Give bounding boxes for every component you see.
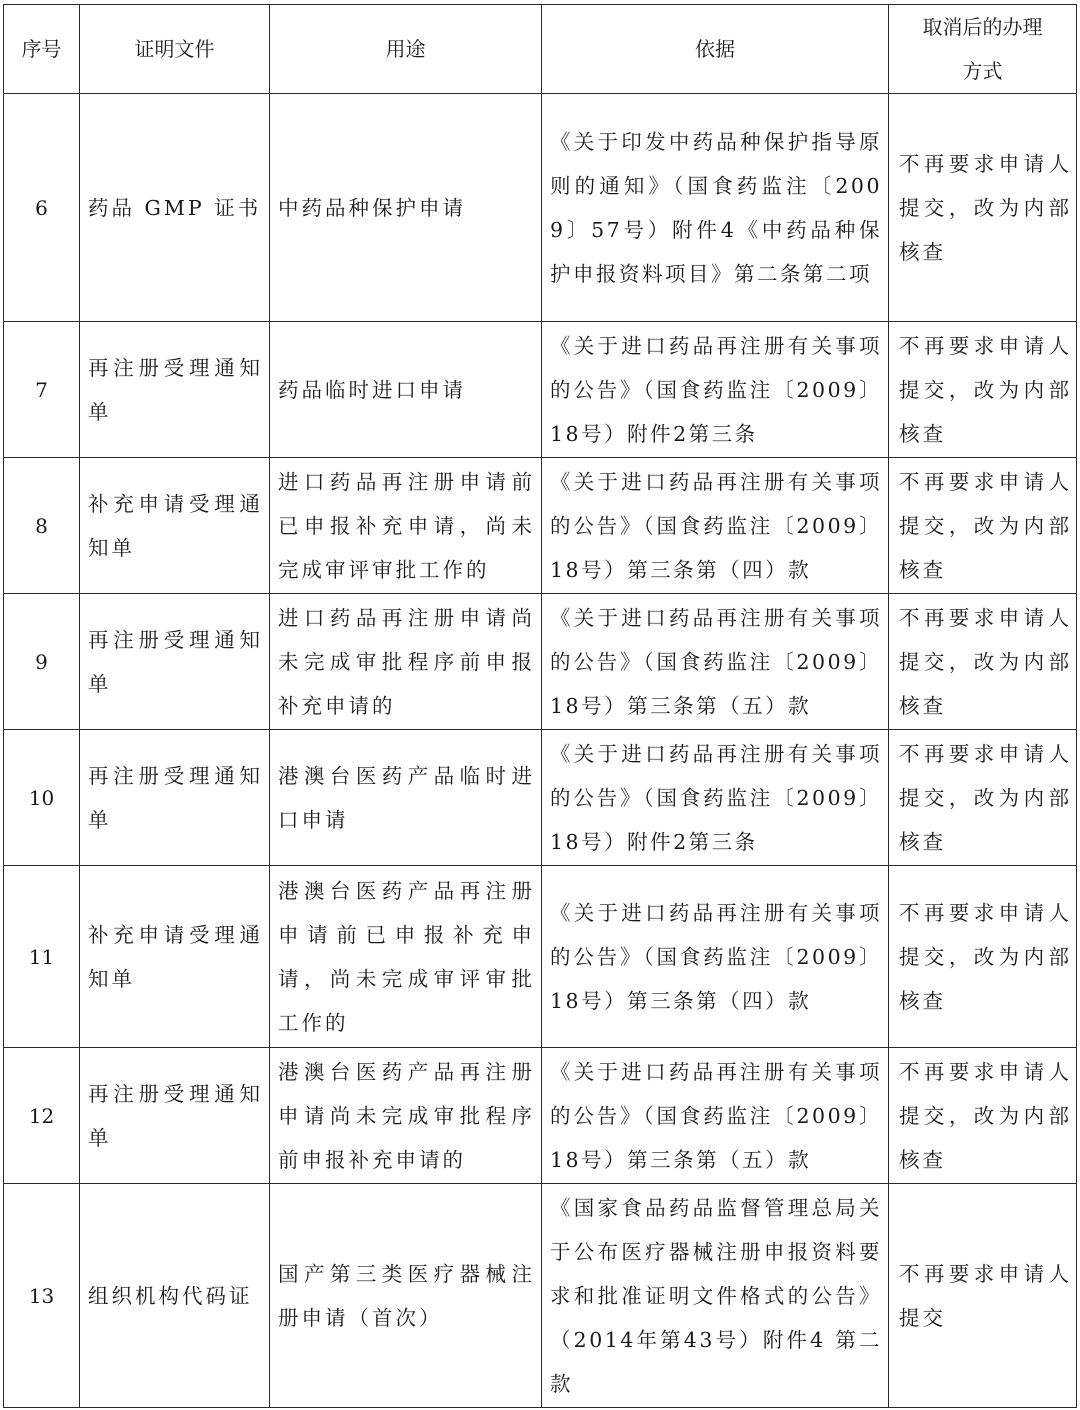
header-row [4, 5, 1077, 94]
table-row [4, 1184, 1077, 1408]
row-method: 不再要求申请人提交，改为内部核查 [889, 1048, 1077, 1184]
table-row [4, 94, 1077, 322]
table-row [4, 322, 1077, 458]
table-row [4, 1048, 1077, 1184]
row-method: 不再要求申请人提交 [889, 1184, 1077, 1408]
table-row [4, 594, 1077, 730]
row-basis: 《关于进口药品再注册有关事项的公告》（国食药监注〔2009〕18号）第三条第（四）款 [542, 458, 889, 594]
row-method: 不再要求申请人提交，改为内部核查 [889, 94, 1077, 322]
row-seq: 6 [4, 94, 80, 322]
row-document: 再注册受理通知单 [80, 594, 270, 730]
row-document: 补充申请受理通知单 [80, 866, 270, 1048]
row-seq: 12 [4, 1048, 80, 1184]
row-method: 不再要求申请人提交，改为内部核查 [889, 594, 1077, 730]
row-document: 再注册受理通知单 [80, 322, 270, 458]
row-purpose: 港澳台医药产品再注册申请前已申报补充申请，尚未完成审评审批工作的 [270, 866, 542, 1048]
row-seq: 10 [4, 730, 80, 866]
row-document: 药品 GMP 证书 [80, 94, 270, 322]
row-purpose: 进口药品再注册申请前已申报补充申请，尚未完成审评审批工作的 [270, 458, 542, 594]
row-purpose: 中药品种保护申请 [270, 94, 542, 322]
row-method: 不再要求申请人提交，改为内部核查 [889, 458, 1077, 594]
row-document: 再注册受理通知单 [80, 730, 270, 866]
row-purpose: 国产第三类医疗器械注册申请（首次） [270, 1184, 542, 1408]
row-document: 补充申请受理通知单 [80, 458, 270, 594]
row-basis: 《关于进口药品再注册有关事项的公告》（国食药监注〔2009〕18号）附件2第三条 [542, 322, 889, 458]
row-purpose: 港澳台医药产品再注册申请尚未完成审批程序前申报补充申请的 [270, 1048, 542, 1184]
header-purpose: 用途 [270, 5, 542, 94]
row-basis: 《关于进口药品再注册有关事项的公告》（国食药监注〔2009〕18号）第三条第（五）款 [542, 1048, 889, 1184]
row-basis: 《关于印发中药品种保护指导原则的通知》（国食药监注〔2009〕57号）附件4《中药品种保护申报资料项目》第二条第二项 [542, 94, 889, 322]
row-method: 不再要求申请人提交，改为内部核查 [889, 730, 1077, 866]
row-seq: 7 [4, 322, 80, 458]
row-method: 不再要求申请人提交，改为内部核查 [889, 322, 1077, 458]
row-purpose: 进口药品再注册申请尚未完成审批程序前申报补充申请的 [270, 594, 542, 730]
row-basis: 《关于进口药品再注册有关事项的公告》（国食药监注〔2009〕18号）第三条第（五）款 [542, 594, 889, 730]
row-purpose: 港澳台医药产品临时进口申请 [270, 730, 542, 866]
row-purpose: 药品临时进口申请 [270, 322, 542, 458]
header-basis: 依据 [542, 5, 889, 94]
certificate-table [3, 4, 1077, 1408]
table-row [4, 730, 1077, 866]
header-method: 取消后的办理方式 [889, 5, 1077, 94]
table-row [4, 866, 1077, 1048]
row-seq: 8 [4, 458, 80, 594]
row-basis: 《关于进口药品再注册有关事项的公告》（国食药监注〔2009〕18号）附件2第三条 [542, 730, 889, 866]
row-basis: 《国家食品药品监督管理总局关于公布医疗器械注册申报资料要求和批准证明文件格式的公告》（2014年第43号）附件4 第二款 [542, 1184, 889, 1408]
row-seq: 13 [4, 1184, 80, 1408]
document-page [3, 4, 1076, 1406]
header-document: 证明文件 [80, 5, 270, 94]
header-seq: 序号 [4, 5, 80, 94]
row-seq: 11 [4, 866, 80, 1048]
row-seq: 9 [4, 594, 80, 730]
row-document: 再注册受理通知单 [80, 1048, 270, 1184]
row-document: 组织机构代码证 [80, 1184, 270, 1408]
table-row [4, 458, 1077, 594]
row-basis: 《关于进口药品再注册有关事项的公告》（国食药监注〔2009〕18号）第三条第（四）款 [542, 866, 889, 1048]
row-method: 不再要求申请人提交，改为内部核查 [889, 866, 1077, 1048]
